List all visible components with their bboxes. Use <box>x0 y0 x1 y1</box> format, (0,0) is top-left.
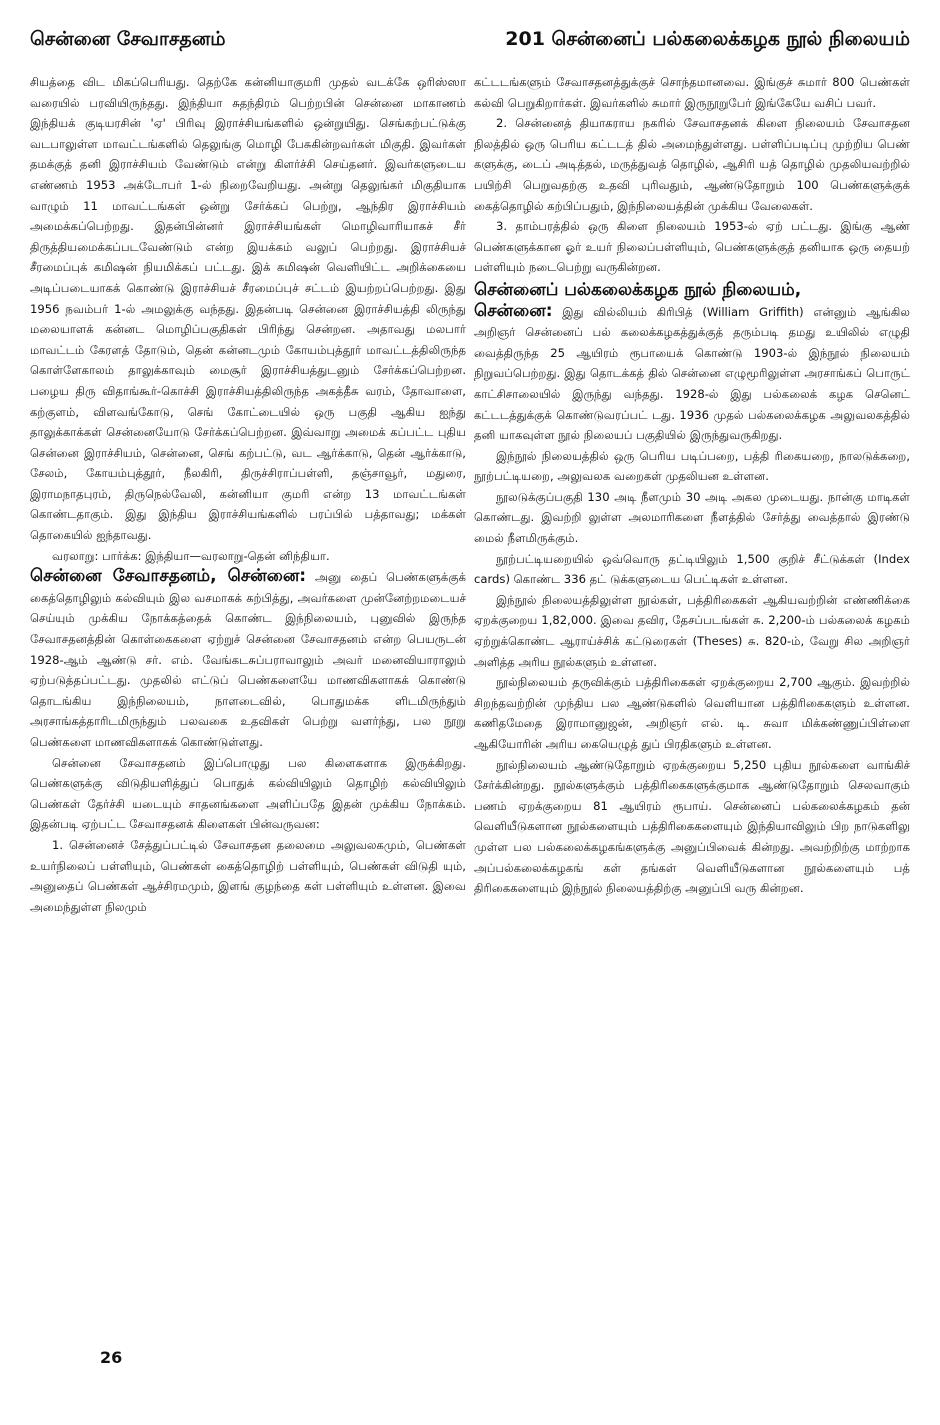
paragraph: நூற்பட்டியறையில் ஒவ்வொரு தட்டியிலும் 1,500 குறிச் சீட்டுக்கள் (Index cards) கொண்ட 336 தட் டுக்களுடைய பெட்டிகள் உள்ளன. <box>474 551 910 587</box>
header-right-title: 201 சென்னைப் பல்கலைக்கழக நூல் நிலையம் <box>505 28 910 50</box>
page-body <box>30 72 910 917</box>
section-paragraph <box>30 566 466 752</box>
header-left-title: சென்னை சேவாசதனம் <box>30 28 226 50</box>
page-number: 26 <box>100 1348 123 1367</box>
paragraph: நூல்நிலையம் தருவிக்கும் பத்திரிகைகள் ஏறக்குறைய 2,700 ஆகும். இவற்றில் சிறந்தவற்றின் முந்திய பல ஆண்டுகளில் வெளியான பத்திரிகைகளும் உள்ளன. கணிதமேதை இராமானுஜன், அறிஞர் எல். டி. சுவா மிக்கண்ணுப்பிள்ளை ஆகியோரின் அரிய கையெழுத் துப் பிரதிகளும் உள்ளன. <box>474 675 910 751</box>
paragraph: வரலாறு: பார்க்க: இந்தியா—வரலாறு-தென் னிந்தியா. <box>52 548 330 563</box>
running-header <box>30 28 910 58</box>
paragraph: 1. சென்னைச் சேத்துப்பட்டில் சேவாசதன தலைமை அலுவலகமும், பெண்கள் உயர்நிலைப் பள்ளியும், பெண்கள் கைத்தொழிற் பள்ளியும், பெண்கள் விடுதி யும், அனுதைப் பெண்கள் ஆச்சிரமமும், இளங் குழந்தை கள் பள்ளியும் உள்ளன. இவை அமைந்துள்ள நிலமும் <box>30 837 466 914</box>
section-paragraph <box>474 301 910 446</box>
paragraph: 2. சென்னைத் தியாகராய நகரில் சேவாசதனக் கிளை நிலையம் சேவாசதன நிலத்தில் ஒரு பெரிய கட்டடத் தில் அமைந்துள்ளது. பள்ளிப்படிப்பு முற்றிய பெண் களுக்கு, டைப் அடித்தல், மருத்துவத் தொழில், ஆசிரி யத் தொழில் முதலியவற்றில் பயிற்சி பெறுவதற்கு உதவி புரிவதும், ஆண்டுதோறும் 100 பெண்களுக்குக் கைத்தொழில் கற்பிப்பதும், இந்நிலையத்தின் முக்கிய வேலைகள். <box>474 116 910 213</box>
paragraph: நூலடுக்குப்பகுதி 130 அடி நீளமும் 30 அடி அகல முடையது. நான்கு மாடிகள் கொண்டது. இவற்றி லுள்ள அலமாரிகளை நீளத்தில் சேர்த்து வைத்தால் இரண்டு மைல் நீளமிருக்கும். <box>474 489 910 546</box>
paragraph-text: அனு தைப் பெண்களுக்குக் கைத்தொழிலும் கல்வியும் இல வசமாகக் கற்பித்து, அவர்களை முன்னேற்றமடையச் செய்யும் முக்கிய நோக்கத்தைக் கொண்ட இந்நிலையம், புனுவில் இருந்த சேவாசதனத்தின் கொள்கைகளை ஏற்றுச் சென்னை சேவாசதனம் என்ற பெயருடன் 1928-ஆம் ஆண்டு சர். எம். வேங்கடசுப்பராவாலும் அவர் மனைவியாராலும் ஏற்படுத்தப்பட்டது. முதலில் எட்டுப் பெண்களையே மாணவிகளாகக் கொண்டு தொடங்கிய இந்நிலையம், நாளடைவில், பொதுமக்க ளிடமிருந்தும் அரசாங்கத்தாரிடமிருந்தும் பலவகை உதவிகள் பெற்று வளர்ந்து, பல நூறு பெண்களை மாணவிகளாகக் கொண்டுள்ளது. <box>30 570 466 749</box>
paragraph: இந்நூல் நிலையத்தில் ஒரு பெரிய படிப்பறை, பத்தி ரிகையறை, நாலடுக்கறை, நூற்பட்டியறை, அலுவலக வறைகள் முதலியன உள்ளன. <box>474 448 910 484</box>
left-column <box>30 72 466 917</box>
section-heading: சென்னை சேவாசதனம், சென்னை: <box>30 566 307 587</box>
section-heading-continued: சென்னை: <box>474 300 553 321</box>
paragraph: சென்னை சேவாசதனம் இப்பொழுது பல கிளைகளாக இருக்கிறது. பெண்களுக்கு விடுதியளித்துப் பொதுக் கல்வியிலும் தொழிற் கல்வியிலும் பெண்கள் தேர்ச்சி யடையும் சாதனங்களை அளிப்பதே இதன் முக்கிய நோக்கம். இதன்படி ஏற்பட்ட சேவாசதனக் கிளைகள் பின்வருவன: <box>30 755 466 832</box>
paragraph: நூல்நிலையம் ஆண்டுதோறும் ஏறக்குறைய 5,250 புதிய நூல்களை வாங்கிச் சேர்க்கின்றது. நூல்களுக்கும் பத்திரிகைகளுக்குமாக ஆண்டுதோறும் செலவாகும் பணம் ஏறக்குறைய 81 ஆயிரம் ரூபாய். சென்னைப் பல்கலைக்கழகம் தன் வெளியீடுகளான நூல்களையும் பத்திரிகைகளையும் இந்தியாவிலும் பிற நாடுகளிலு முள்ள பல பல்கலைக்கழகங்களுக்கு அனுப்பிவைக் கின்றது. அவற்றிற்கு மாற்றாக அப்பல்கலைக்கழகங் கள் தங்கள் வெளியீடுகளான நூல்களையும் பத் திரிகைகளையும் இந்நூல் நிலையத்திற்கு அனுப்பி வரு கின்றன. <box>474 757 910 896</box>
section-heading: சென்னைப் பல்கலைக்கழக நூல் நிலையம், <box>474 279 802 300</box>
paragraph: சியத்தை விட மிகப்பெரியது. தெற்கே கன்னியாகுமரி முதல் வடக்கே ஒரிஸ்ஸா வரையில் பரவியிருந்தது. இந்தியா சுதந்திரம் பெற்றபின் சென்னை மாகாணம் இந்தியக் குடியரசின் 'ஏ' பிரிவு இராச்சியங்களில் ஒன்றுயிது. செங்கற்பட்டுக்கு வடபாலுள்ள மாவட்டங்களில் தெலுங்கு மொழி பேசுகின்றவர்கள் மிகுதி. இவர்கள் தமக்குத் தனி இராச்சியம் வேண்டும் என்று கிளர்ச்சி செய்தனர். இவர்களுடைய எண்ணம் 1953 அக்டோபர் 1-ல் நிறைவேறியது. அன்று தெலுங்கர் மிகுதியாக வாழும் 11 மாவட்டங்கள் ஒன்று சேர்க்கப் பெற்று, ஆந்திர இராச்சியம் அமைக்கப்பெற்றது. இதன்பின்னர் இராச்சியங்கள் மொழிவாரியாகச் சீர் திருத்தியமைக்கப்படவேண்டும் என்ற இயக்கம் வலுப் பெற்றது. இராச்சியச் சீரமைப்புக் கமிஷன் நியமிக்கப் பட்டது. இக் கமிஷன் வெளியிட்ட அறிக்கையை அடிப்படையாகக் கொண்டு இராச்சியச் சீரமைப்புச் சட்டம் இயற்றப்பெற்றது. இது 1956 நவம்பர் 1-ல் அமலுக்கு வந்தது. இதன்படி சென்னை இராச்சியத்தி லிருந்து மலையாளக் கன்னட மொழிப்பகுதிகள் பிரிந்து சென்றன. அதாவது மலபார் மாவட்டம் கேரளத் தோடும், தென் கன்னடமும் கோயம்புத்தூர் மாவட்டத்திலிருந்த கொள்ளேகாலம் தாலுக்காவும் மைசூர் இராச்சியத்துடனும் சேர்க்கப்பெற்றன. பழைய திரு விதாங்கூர்-கொச்சி இராச்சியத்திலிருந்த அகத்தீசு வரம், தோவாளை, கற்குளம், விளவங்கோடு, செங் கோட்டையில் ஒரு பகுதி ஆகிய ஐந்து தாலுக்காக்கள் சென்னையோடு சேர்க்கப்பெற்றன. இவ்வாறு அமைக் கப்பட்ட புதிய சென்னை இராச்சியம், சென்னை, செங் கற்பட்டு, வட ஆர்க்காடு, தென் ஆர்க்காடு, சேலம், கோயம்புத்தூர், நீலகிரி, திருச்சிராப்பள்ளி, தஞ்சாவூர், மதுரை, இராமநாதபுரம், திருநெல்வேலி, கன்னியா குமரி என்ற 13 மாவட்டங்கள் கொண்டதாகும். இது இந்திய இராச்சியங்களில் பரப்பில் பத்தாவது; மக்கள் தொகையில் ஐந்தாவது. <box>30 75 466 543</box>
right-column <box>474 72 910 917</box>
paragraph: கட்டடங்களும் சேவாசதனத்துக்குச் சொந்தமானவை. இங்குச் சுமார் 800 பெண்கள் கல்வி பெறுகிறார்கள். இவர்களில் சுமார் இருநூறுபேர் இங்கேயே வசிப் பவர். <box>474 75 910 110</box>
paragraph: 3. தாம்பரத்தில் ஒரு கிளை நிலையம் 1953-ல் ஏற் பட்டது. இங்கு ஆண் பெண்களுக்கான ஓர் உயர் நிலைப்பள்ளியும், பெண்களுக்குத் தனியாக ஒரு தையற் பள்ளியும் நடைபெற்று வருகின்றன. <box>474 219 910 275</box>
paragraph: இந்நூல் நிலையத்திலுள்ள நூல்கள், பத்திரிகைகள் ஆகியவற்றின் எண்ணிக்கை ஏறக்குறைய 1,82,000. இவை தவிர, தேசப்படங்கள் சு. 2,200-ம் பல்கலைக் கழகம் ஏற்றுக்கொண்ட ஆராய்ச்சிக் கட்டுரைகள் (Theses) சு. 820-ம், வேறு சில அறிஞர் அளித்த அரிய நூல்களும் உள்ளன. <box>474 592 910 669</box>
paragraph-text: இது வில்லியம் கிரிபித் (William Griffith) என்னும் ஆங்கில அறிஞர் சென்னைப் பல் கலைக்கழகத்துக்குத் தரும்படி தமது உயிலில் எழுதி வைத்திருந்த 25 ஆயிரம் ரூபாயைக் கொண்டு 1903-ல் இந்நூல் நிலையம் நிறுவப்பெற்றது. இது தொடக்கத் தில் சென்னை எழுமூரிலுள்ள அரசாங்கப் பொருட் காட்சிசாலையில் இருந்து வந்தது. 1928-ல் இது பல்கலைக் கழக செனெட் கட்டடத்துக்குக் கொண்டுவரப்பட் டது. 1936 முதல் பல்கலைக்கழக அலுவலகத்தில் தனி யாகவுள்ள நூல் நிலையப் பகுதியில் இருந்துவருகிறது. <box>474 304 910 443</box>
